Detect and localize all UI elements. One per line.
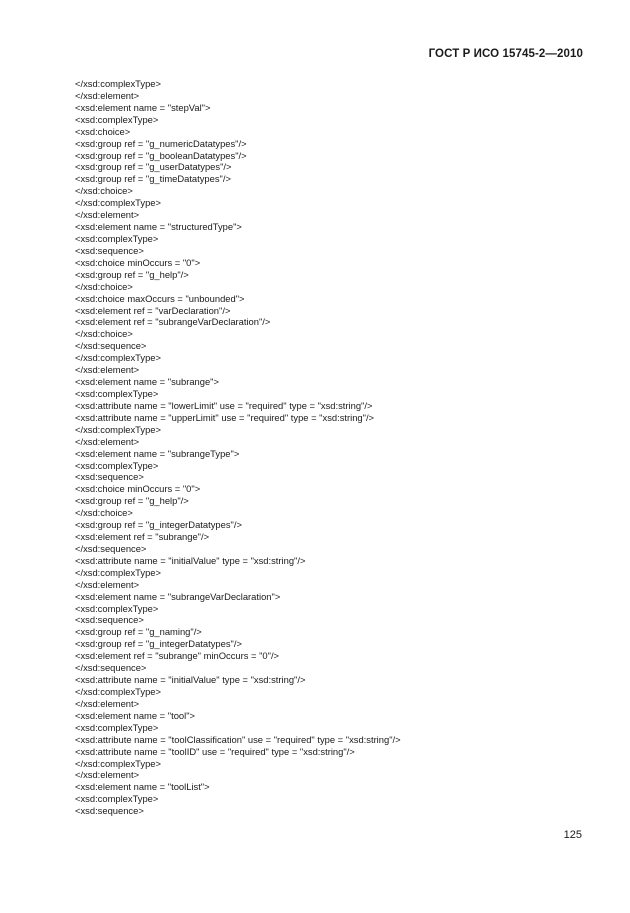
code-line: <xsd:group ref = "g_userDatatypes"/> <box>75 161 232 173</box>
code-line: <xsd:complexType> <box>75 387 159 399</box>
code-line: </xsd:element> <box>75 364 140 376</box>
code-line: <xsd:group ref = "g_integerDatatypes"/> <box>75 638 242 650</box>
xml-schema-listing <box>75 78 401 817</box>
code-line: <xsd:group ref = "g_booleanDatatypes"/> <box>75 149 247 161</box>
code-line: <xsd:complexType> <box>75 721 159 733</box>
code-line: <xsd:group ref = "g_integerDatatypes"/> <box>75 519 242 531</box>
code-line: <xsd:element ref = "varDeclaration"/> <box>75 304 231 316</box>
code-line: </xsd:complexType> <box>75 757 161 769</box>
code-line: <xsd:complexType> <box>75 232 159 244</box>
code-line: <xsd:sequence> <box>75 614 144 626</box>
document-header: ГОСТ Р ИСО 15745-2—2010 <box>428 48 583 60</box>
code-line: <xsd:choice minOccurs = "0"> <box>75 256 201 268</box>
code-line: <xsd:element ref = "subrange"/> <box>75 531 210 543</box>
code-line: <xsd:element name = "structuredType"> <box>75 221 242 233</box>
code-line: <xsd:element name = "subrangeType"> <box>75 447 240 459</box>
page-number: 125 <box>563 829 582 841</box>
code-line: </xsd:element> <box>75 435 140 447</box>
code-line: </xsd:complexType> <box>75 423 161 435</box>
code-line: </xsd:complexType> <box>75 566 161 578</box>
code-line: </xsd:element> <box>75 89 140 101</box>
code-line: <xsd:element name = "subrangeVarDeclaration"> <box>75 590 281 602</box>
code-line: </xsd:choice> <box>75 280 133 292</box>
code-line: </xsd:element> <box>75 209 140 221</box>
code-line: <xsd:attribute name = "toolID" use = "required" type = "xsd:string"/> <box>75 745 355 757</box>
code-line: <xsd:complexType> <box>75 602 159 614</box>
code-line: </xsd:complexType> <box>75 197 161 209</box>
code-line: </xsd:sequence> <box>75 662 147 674</box>
code-line: <xsd:sequence> <box>75 471 144 483</box>
code-line: <xsd:group ref = "g_help"/> <box>75 495 189 507</box>
code-line: <xsd:sequence> <box>75 805 144 817</box>
code-line: <xsd:attribute name = "toolClassification" use = "required" type = "xsd:string"/> <box>75 733 401 745</box>
code-line: </xsd:element> <box>75 578 140 590</box>
code-line: </xsd:element> <box>75 769 140 781</box>
code-line: <xsd:element name = "stepVal"> <box>75 101 211 113</box>
code-line: <xsd:element name = "toolList"> <box>75 781 210 793</box>
code-line: </xsd:sequence> <box>75 340 147 352</box>
code-line: <xsd:element ref = "subrangeVarDeclaration"/> <box>75 316 271 328</box>
code-line: </xsd:complexType> <box>75 352 161 364</box>
code-line: <xsd:group ref = "g_numericDatatypes"/> <box>75 137 247 149</box>
code-line: <xsd:choice maxOccurs = "unbounded"> <box>75 292 245 304</box>
code-line: </xsd:choice> <box>75 328 133 340</box>
code-line: <xsd:complexType> <box>75 793 159 805</box>
code-line: <xsd:attribute name = "initialValue" type = "xsd:string"/> <box>75 554 306 566</box>
code-line: </xsd:sequence> <box>75 542 147 554</box>
code-line: <xsd:complexType> <box>75 459 159 471</box>
code-line: <xsd:group ref = "g_naming"/> <box>75 626 202 638</box>
code-line: </xsd:complexType> <box>75 686 161 698</box>
code-line: <xsd:choice minOccurs = "0"> <box>75 483 201 495</box>
code-line: <xsd:element name = "subrange"> <box>75 376 219 388</box>
code-line: <xsd:group ref = "g_help"/> <box>75 268 189 280</box>
code-line: <xsd:group ref = "g_timeDatatypes"/> <box>75 173 231 185</box>
code-line: </xsd:choice> <box>75 185 133 197</box>
code-line: <xsd:element name = "tool"> <box>75 709 196 721</box>
code-line: </xsd:complexType> <box>75 78 161 89</box>
code-line: <xsd:sequence> <box>75 244 144 256</box>
code-line: </xsd:element> <box>75 697 140 709</box>
code-line: <xsd:attribute name = "lowerLimit" use = "required" type = "xsd:string"/> <box>75 399 373 411</box>
code-line: </xsd:choice> <box>75 507 133 519</box>
code-line: <xsd:attribute name = "upperLimit" use = "required" type = "xsd:string"/> <box>75 411 375 423</box>
code-line: <xsd:complexType> <box>75 113 159 125</box>
code-line: <xsd:attribute name = "initialValue" type = "xsd:string"/> <box>75 674 306 686</box>
code-line: <xsd:choice> <box>75 125 131 137</box>
code-line: <xsd:element ref = "subrange" minOccurs = "0"/> <box>75 650 280 662</box>
